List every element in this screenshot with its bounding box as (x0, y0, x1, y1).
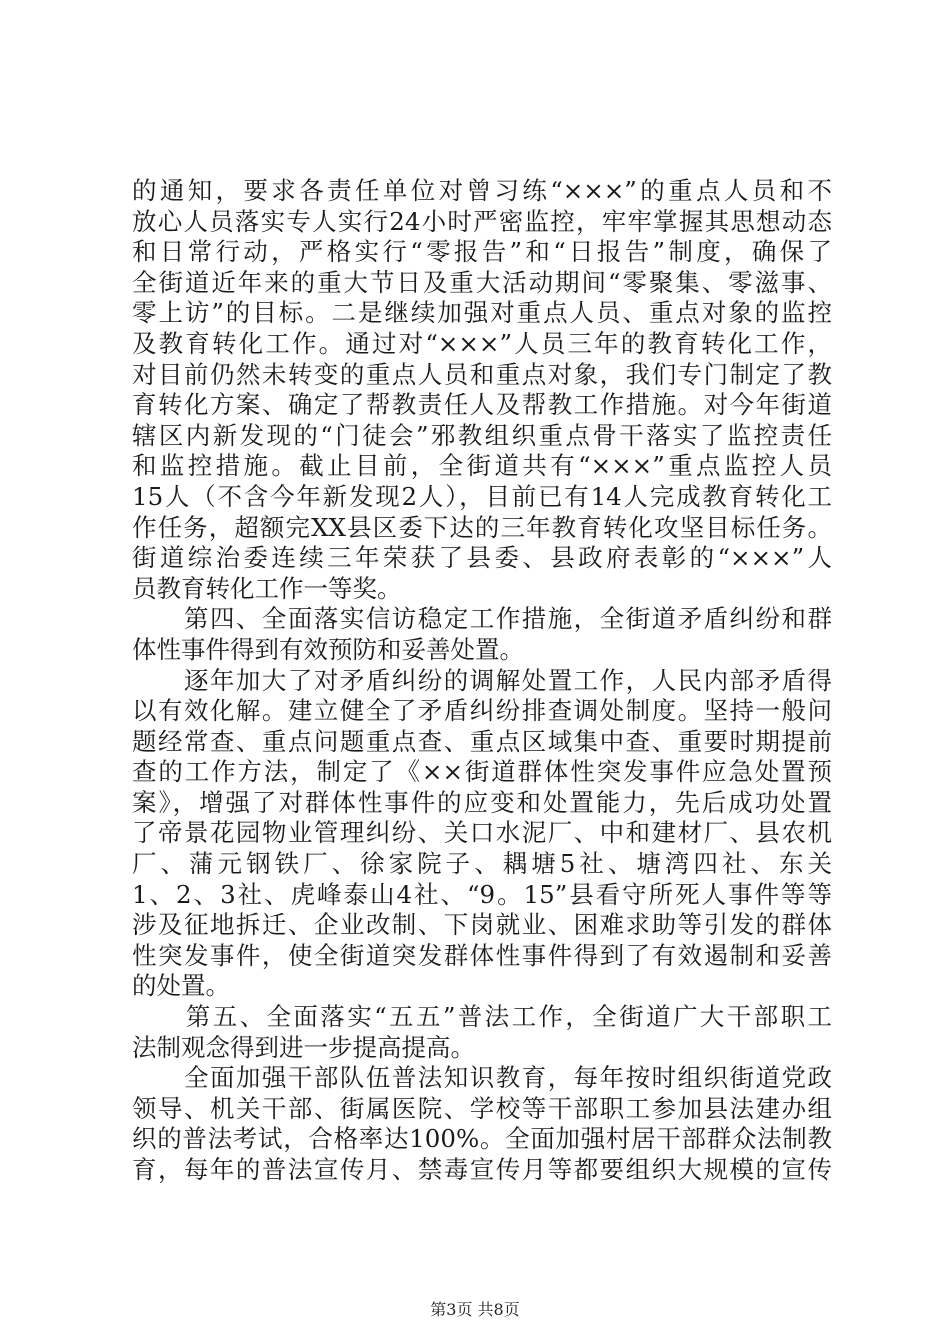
text-line: 领导、机关干部、街属医院、学校等干部职工参加县法建办组 (132, 1093, 832, 1123)
text-line: 涉及征地拆迁、企业改制、下岗就业、困难求助等引发的群体 (132, 910, 832, 940)
text-line: 体性事件得到有效预防和妥善处置。 (132, 634, 524, 664)
text-line: 育，每年的普法宣传月、禁毒宣传月等都要组织大规模的宣传 (132, 1155, 832, 1184)
text-line: 法制观念得到进一步提高提高。 (132, 1032, 475, 1062)
text-line: 对目前仍然未转变的重点人员和重点对象，我们专门制定了教 (132, 359, 832, 389)
text-line: 及教育转化工作。通过对“×××”人员三年的教育转化工作， (132, 328, 832, 358)
text-line: 和日常行动，严格实行“零报告”和“日报告”制度，确保了 (132, 237, 832, 267)
text-line: 第五、全面落实“五五”普法工作，全街道广大干部职工 (132, 1002, 832, 1032)
text-line: 作任务，超额完XX县区委下达的三年教育转化攻坚目标任务。 (132, 512, 832, 542)
text-line: 性突发事件，使全街道突发群体性事件得到了有效遏制和妥善 (132, 940, 832, 970)
text-line: 了帝景花园物业管理纠纷、关口水泥厂、中和建材厂、县农机 (132, 818, 832, 848)
text-line: 15人（不含今年新发现2人），目前已有14人完成教育转化工 (132, 481, 832, 511)
text-line: 员教育转化工作一等奖。 (132, 573, 402, 603)
text-line: 查的工作方法，制定了《××街道群体性突发事件应急处置预 (132, 757, 832, 787)
text-line: 零上访”的目标。二是继续加强对重点人员、重点对象的监控 (132, 298, 832, 328)
text-line: 织的普法考试，合格率达100%。全面加强村居干部群众法制教 (132, 1124, 832, 1154)
document-body (132, 176, 832, 1186)
text-line: 的通知，要求各责任单位对曾习练“×××”的重点人员和不 (132, 176, 832, 205)
text-line: 放心人员落实专人实行24小时严密监控，牢牢掌握其思想动态 (132, 206, 832, 236)
text-line: 全街道近年来的重大节日及重大活动期间“零聚集、零滋事、 (132, 267, 832, 297)
text-line: 厂、蒲元钢铁厂、徐家院子、耦塘5社、塘湾四社、东关 (132, 849, 832, 879)
text-line: 1、2、3社、虎峰泰山4社、“9。15”县看守所死人事件等等 (132, 879, 832, 909)
text-line: 街道综治委连续三年荣获了县委、县政府表彰的“×××”人 (132, 543, 832, 573)
text-line: 逐年加大了对矛盾纠纷的调解处置工作，人民内部矛盾得 (132, 665, 832, 695)
text-line: 案》，增强了对群体性事件的应变和处置能力，先后成功处置 (132, 787, 832, 817)
text-line: 和监控措施。截止目前，全街道共有“×××”重点监控人员 (132, 451, 832, 481)
text-line: 全面加强干部队伍普法知识教育，每年按时组织街道党政 (132, 1063, 832, 1093)
text-line: 的处置。 (132, 971, 230, 1001)
text-line: 第四、全面落实信访稳定工作措施，全街道矛盾纠纷和群 (132, 604, 832, 634)
text-line: 辖区内新发现的“门徒会”邪教组织重点骨干落实了监控责任 (132, 420, 832, 450)
text-line: 育转化方案、确定了帮教责任人及帮教工作措施。对今年街道 (132, 390, 832, 420)
text-line: 以有效化解。建立健全了矛盾纠纷排查调处制度。坚持一般问 (132, 696, 832, 726)
text-line: 题经常查、重点问题重点查、重点区域集中查、重要时期提前 (132, 726, 832, 756)
page-footer: 第3页 共8页 (430, 1300, 520, 1319)
